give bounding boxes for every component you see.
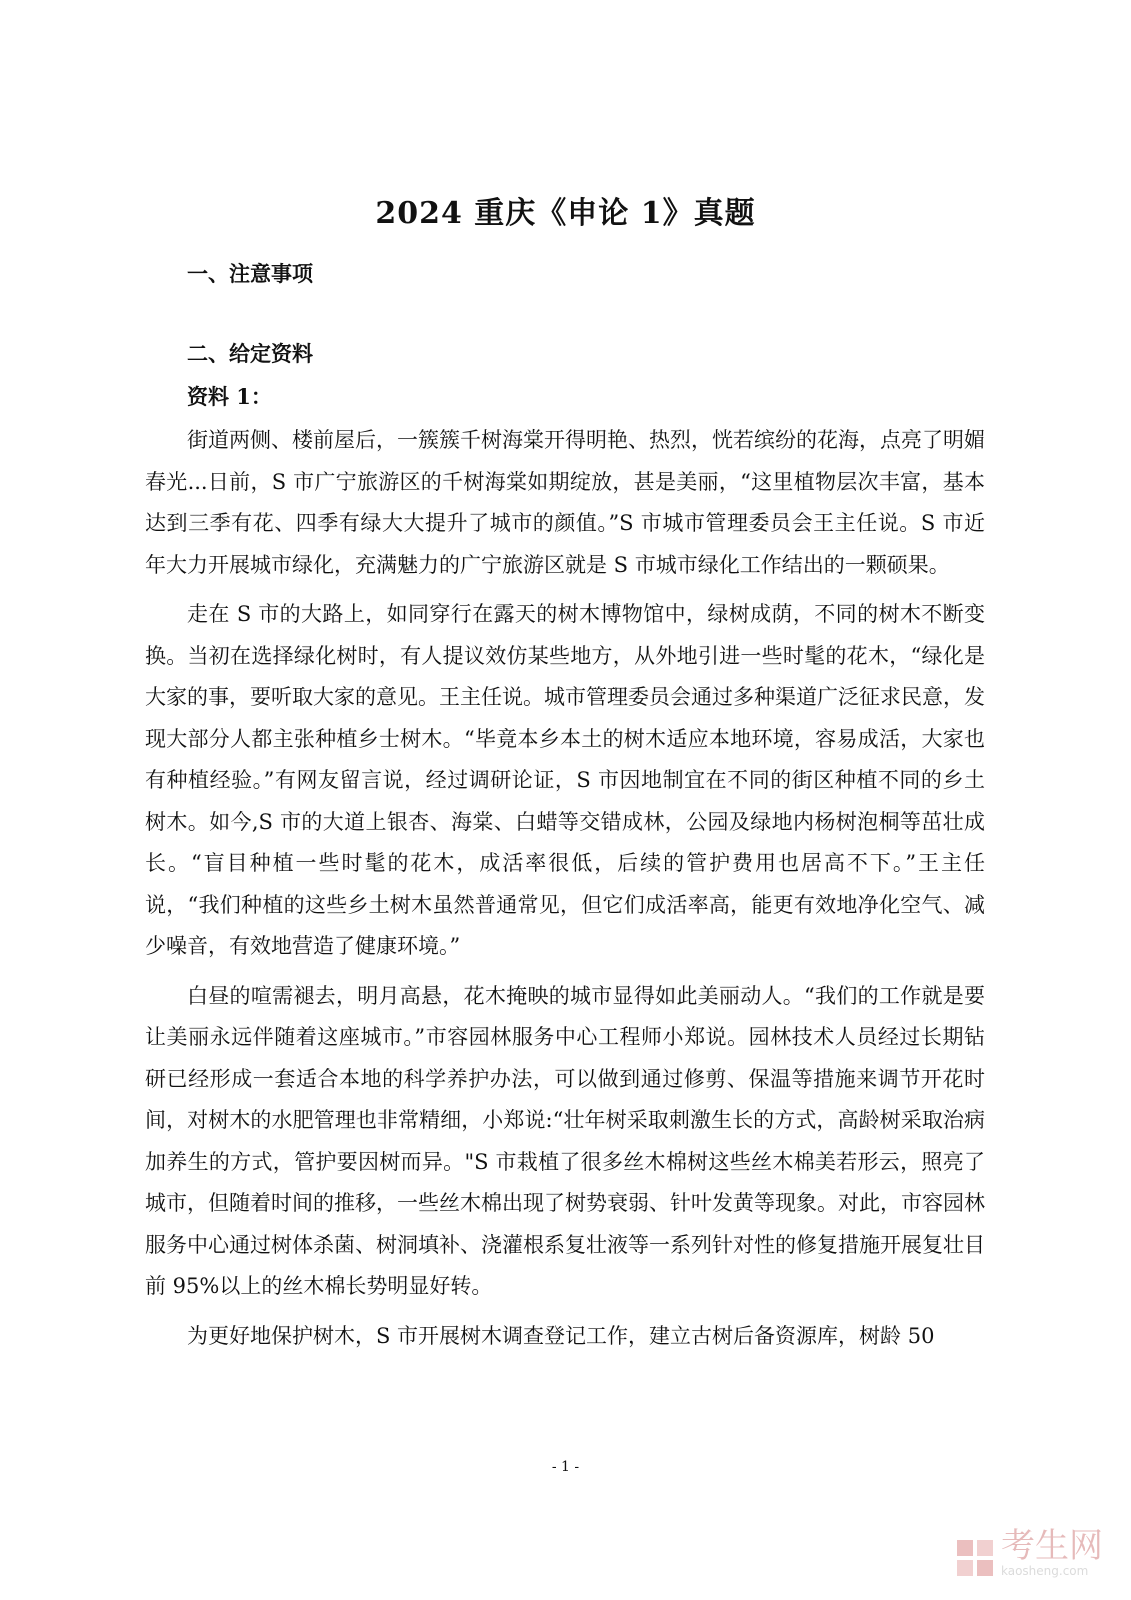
- section-heading-materials: 二、给定资料: [187, 341, 313, 366]
- paragraph-3: 白昼的喧需褪去，明月高悬，花木掩映的城市显得如此美丽动人。“我们的工作就是要让美丽永远伴随着这座城市。”市容园林服务中心工程师小郑说。园林技术人员经过长期钻研已经形成一套适合本地的科学养护办法，可以做到通过修剪、保温等措施来调节开花时间，对树木的水肥管理也非常精细，小郑说:“壮年树采取刺激生长的方式，高龄树采取治病加养生的方式，管护要因树而异。"S 市栽植了很多丝木棉树这些丝木棉美若形云，照亮了城市，但随着时间的推移，一些丝木棉出现了树势衰弱、针叶发黄等现象。对此，市容园林服务中心通过树体杀菌、树洞填补、浇灌根系复壮液等一系列针对性的修复措施开展复壮目前 95%以上的丝木棉长势明显好转。: [145, 983, 985, 1298]
- paragraph-1: 街道两侧、楼前屋后，一簇簇千树海棠开得明艳、热烈，恍若缤纷的花海，点亮了明媚春光...日前，S 市广宁旅游区的千树海棠如期绽放，甚是美丽，“这里植物层次丰富，基本达到三季有花、四季有绿大大提升了城市的颜值。”S 市城市管理委员会王主任说。S 市近年大力开展城市绿化，充满魅力的广宁旅游区就是 S 市城市绿化工作结出的一颗硕果。: [145, 428, 985, 577]
- paragraph-4: 为更好地保护树木，S 市开展树木调查登记工作，建立古树后备资源库，树龄 50: [187, 1323, 935, 1348]
- material-body: [145, 420, 985, 1365]
- section-heading-notes: 一、注意事项: [187, 261, 313, 286]
- page-number: - 1 -: [551, 1459, 580, 1475]
- watermark-text: 考生网: [1001, 1526, 1103, 1566]
- watermark-url: kaosheng.com: [1001, 1564, 1089, 1578]
- kaosheng-logo-icon: [955, 1538, 995, 1578]
- document-title: 2024 重庆《申论 1》真题: [375, 196, 756, 231]
- material-label: 资料 1：: [187, 384, 272, 409]
- watermark: [955, 1528, 1103, 1578]
- paragraph-2: 走在 S 市的大路上，如同穿行在露天的树木博物馆中，绿树成荫，不同的树木不断变换。当初在选择绿化树时，有人提议效仿某些地方，从外地引进一些时髦的花木，“绿化是大家的事，要听取大家的意见。王主任说。城市管理委员会通过多种渠道广泛征求民意，发现大部分人都主张种植乡士树木。“毕竟本乡本土的树木适应本地环境，容易成活，大家也有种植经验。”有网友留言说，经过调研论证，S 市因地制宜在不同的街区种植不同的乡土树木。如今,S 市的大道上银杏、海棠、白蜡等交错成林，公园及绿地内杨树泡桐等茁壮成长。“盲目种植一些时髦的花木，成活率很低，后续的管护费用也居高不下。”王主任说，“我们种植的这些乡土树木虽然普通常见，但它们成活率高，能更有效地净化空气、减少噪音，有效地营造了健康环境。”: [145, 602, 985, 958]
